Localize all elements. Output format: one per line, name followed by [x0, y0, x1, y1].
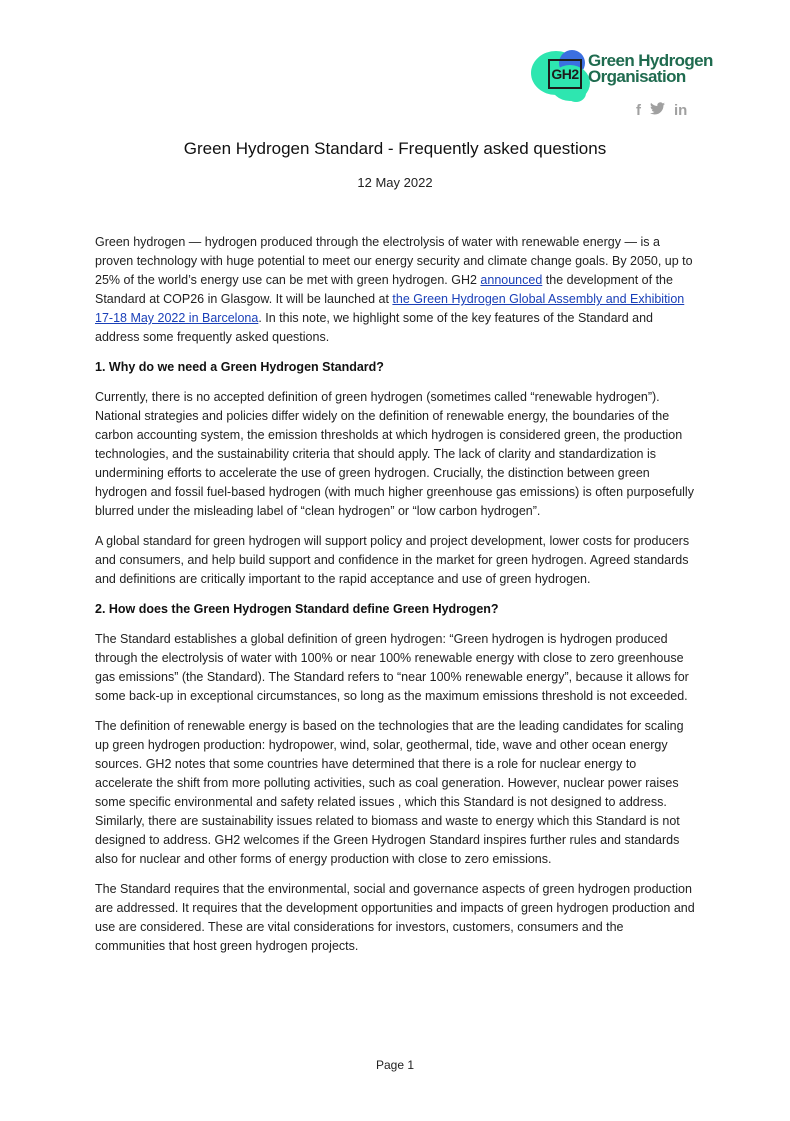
facebook-icon[interactable]: f — [636, 101, 641, 119]
section-2-paragraph-3: The Standard requires that the environmental, social and governance aspects of green hydrogen production are addressed. It requires that the development opportunities and impacts of green hydrogen production and use are considered. These are vital considerations for investors, customers, consumers and the communities that host green hydrogen projects. — [95, 882, 695, 953]
twitter-icon[interactable] — [650, 102, 665, 119]
section-2-paragraph-2: The definition of renewable energy is based on the technologies that are the leading candidates for scaling up green hydrogen production: hydropower, wind, solar, geothermal, tide, wave and other ocean energy sources. GH2 notes that some countries have determined that there is a role for nuclear energy to accelerate the shift from more polluting activities, such as coal generation. However, nuclear power raises some specific environmental and safety related issues , which this Standard is not designed to address. Similarly, there are sustainability issues related to biomass and waste to energy which this Standard is not designed to address. GH2 welcomes if the Green Hydrogen Standard inspires further rules and standards also for nuclear and other forms of energy production with close to zero emissions. — [95, 719, 684, 866]
social-links — [636, 102, 687, 119]
org-name-line2: Organisation — [588, 67, 686, 86]
intro-text-1: Green hydrogen — hydrogen produced through the electrolysis of water with renewable energy — is a proven technology with huge potential to meet our energy security and climate change goals. By 2050, up to 25% of the world’s energy use can be met with green hydrogen. GH2 — [95, 235, 693, 287]
linkedin-icon[interactable]: in — [674, 101, 688, 119]
page-number: Page 1 — [375, 1058, 415, 1072]
org-name — [588, 53, 713, 85]
gh2-logo[interactable] — [530, 47, 713, 103]
announced-link[interactable]: announced — [480, 273, 543, 287]
section-2-paragraph-1: The Standard establishes a global definition of green hydrogen: “Green hydrogen is hydrogen produced through the electrolysis of water with 100% or near 100% renewable energy with close to zero greenhouse gas emissions” (the Standard). The Standard refers to “near 100% renewable energy”, because it allows for some back-up in exceptional circumstances, so long as the maximum emissions threshold is not exceeded. — [95, 632, 689, 703]
document-body — [95, 233, 697, 967]
intro-text-2: the development of the Standard at COP26 in Glasgow. It will be launched at — [95, 273, 673, 306]
global-assembly-link[interactable]: the Green Hydrogen Global Assembly and Exhibition 17-18 May 2022 in Barcelona — [95, 292, 685, 325]
section-1-paragraph-2: A global standard for green hydrogen will support policy and project development, lower costs for producers and consumers, and help build support and confidence in the market for green hydrogen. Agreed standards and definitions are critically important to the rapid acceptance and use of green hydrogen. — [95, 534, 690, 586]
section-2-heading: 2. How does the Green Hydrogen Standard define Green Hydrogen? — [95, 602, 499, 616]
document-date: 12 May 2022 — [357, 175, 433, 190]
intro-paragraph — [95, 233, 697, 347]
page-title: Green Hydrogen Standard - Frequently asked questions — [183, 139, 607, 158]
org-name-line1: Green Hydrogen — [588, 51, 713, 70]
section-1-paragraph-1: Currently, there is no accepted definition of green hydrogen (sometimes called “renewable hydrogen”). National strategies and policies differ widely on the definition of renewable energy, the boundaries of the carbon accounting system, the emission thresholds at which hydrogen is considered green, the production technologies, and the sustainability criteria that should apply. The lack of clarity and standardization is undermining efforts to accelerate the use of green hydrogen. Crucially, the distinction between green hydrogen and fossil fuel-based hydrogen (with much higher greenhouse gas emissions) is often purposefully blurred under the misleading label of “clean hydrogen” or “low carbon hydrogen”. — [95, 390, 694, 518]
section-1-heading: 1. Why do we need a Green Hydrogen Standard? — [95, 360, 384, 374]
intro-text-3: . In this note, we highlight some of the key features of the Standard and address some frequently asked questions. — [95, 311, 654, 344]
gh2-mark: GH2 — [548, 59, 582, 89]
